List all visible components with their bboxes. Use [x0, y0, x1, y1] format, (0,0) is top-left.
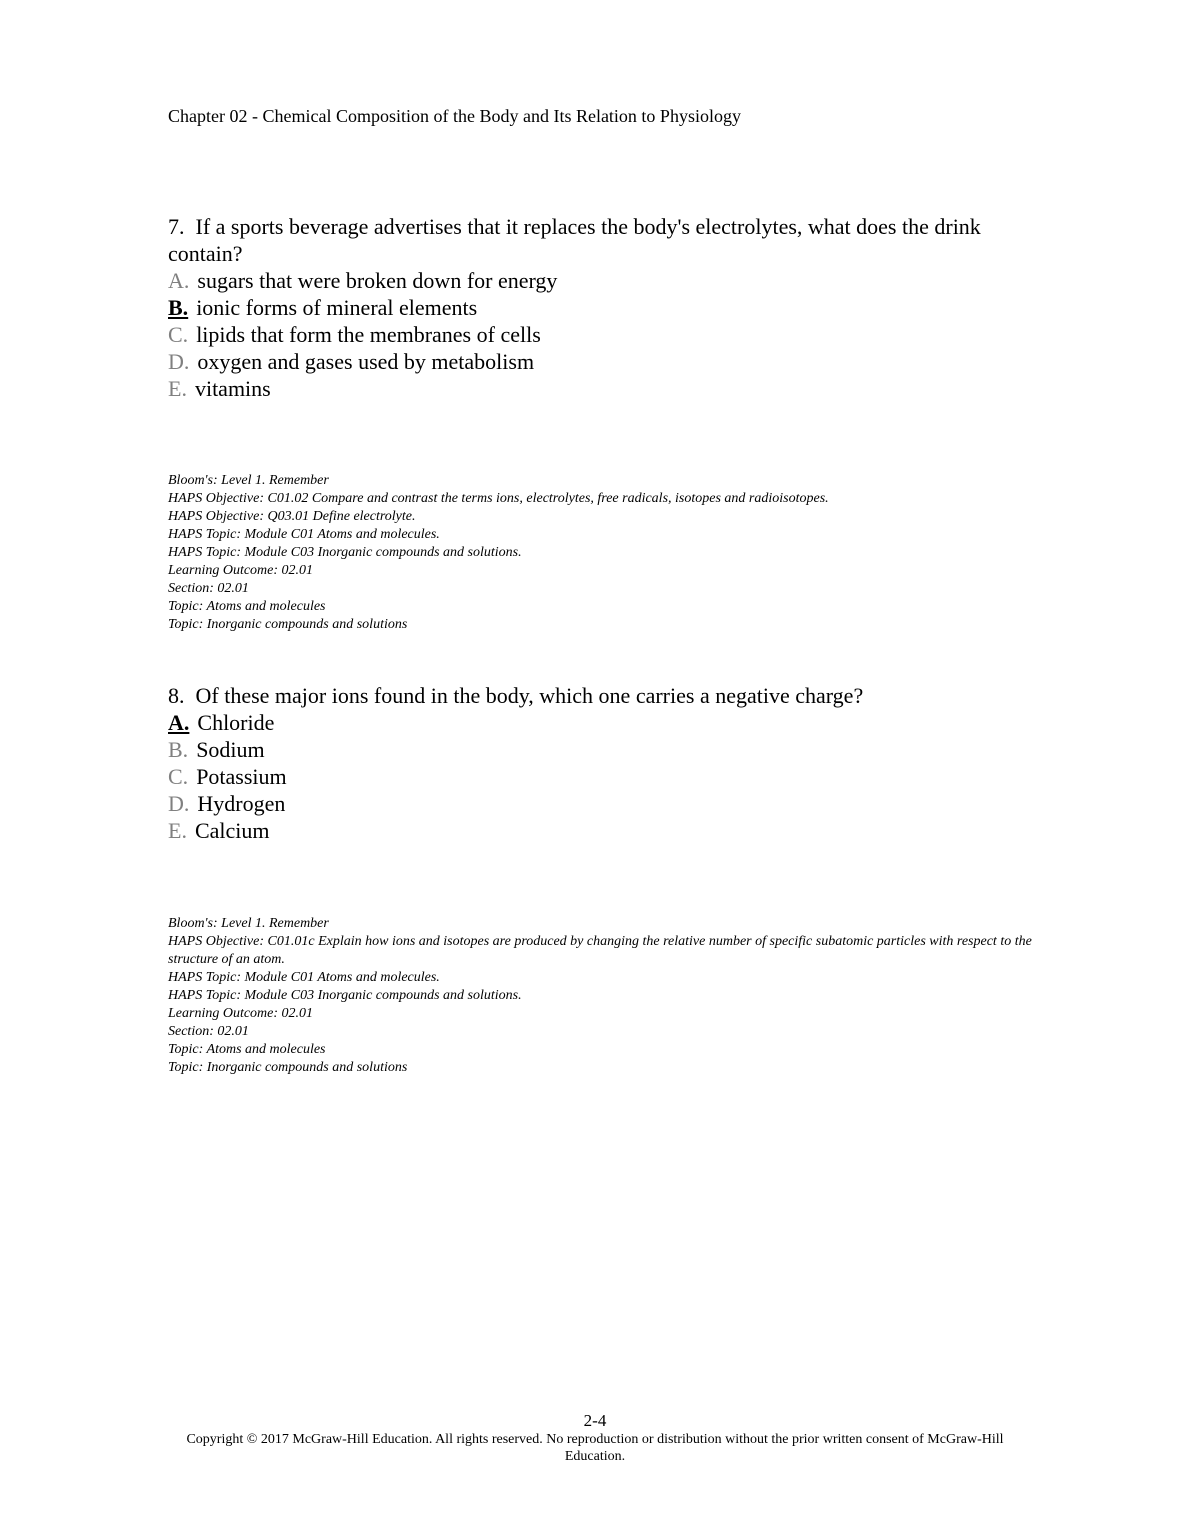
- correct-answer-letter: A.: [168, 710, 190, 735]
- metadata-line: Topic: Atoms and molecules: [168, 599, 326, 614]
- metadata-line: Bloom's: Level 1. Remember: [168, 916, 329, 931]
- metadata-line: Topic: Inorganic compounds and solutions: [168, 617, 408, 632]
- choice-letter: D.: [168, 791, 190, 816]
- answer-choice: [168, 763, 1048, 790]
- choice-letter: C.: [168, 764, 189, 789]
- metadata-line: HAPS Topic: Module C01 Atoms and molecules.: [168, 527, 440, 542]
- answer-choice: [168, 817, 1048, 844]
- metadata-line: Section: 02.01: [168, 581, 249, 596]
- choice-text: ionic forms of mineral elements: [196, 295, 478, 320]
- metadata-line: HAPS Objective: C01.02 Compare and contrast the terms ions, electrolytes, free radicals, isotopes and radioisotopes.: [168, 491, 829, 506]
- choice-text: vitamins: [194, 376, 271, 401]
- choice-text: oxygen and gases used by metabolism: [197, 349, 535, 374]
- metadata-line: HAPS Topic: Module C03 Inorganic compounds and solutions.: [168, 988, 522, 1003]
- answer-choice: [168, 790, 1048, 817]
- metadata-line: HAPS Topic: Module C01 Atoms and molecules.: [168, 970, 440, 985]
- question-7-metadata: [168, 472, 1058, 634]
- question-8-metadata: [168, 915, 1058, 1077]
- choice-letter: E.: [168, 818, 187, 843]
- choice-text: Hydrogen: [197, 791, 286, 816]
- choice-text: Sodium: [196, 737, 265, 762]
- metadata-line: HAPS Objective: C01.01c Explain how ions and isotopes are produced by changing the relative number of specific subatomic particles with respect to the structure of an atom.: [168, 934, 1032, 967]
- metadata-line: Topic: Inorganic compounds and solutions: [168, 1060, 408, 1075]
- question-stem: If a sports beverage advertises that it replaces the body's electrolytes, what does the drink contain?: [168, 214, 981, 266]
- answer-choice: [168, 709, 1048, 736]
- answer-choice: [168, 348, 1048, 375]
- page-footer: [0, 1411, 1190, 1465]
- question-text: [168, 682, 1048, 709]
- choice-letter: B.: [168, 737, 189, 762]
- choice-letter: A.: [168, 268, 190, 293]
- question-7: [168, 213, 1048, 402]
- answer-choice: [168, 321, 1048, 348]
- copyright-notice: Copyright © 2017 McGraw-Hill Education. All rights reserved. No reproduction or distribution without the prior written consent of McGraw-Hill Education.: [186, 1432, 1004, 1464]
- page-number: 2-4: [583, 1411, 607, 1430]
- answer-choice: [168, 375, 1048, 402]
- choice-list: [168, 709, 1048, 844]
- question-8: [168, 682, 1048, 844]
- choice-text: Chloride: [197, 710, 275, 735]
- choice-letter: D.: [168, 349, 190, 374]
- metadata-line: Learning Outcome: 02.01: [168, 1006, 314, 1021]
- choice-text: Potassium: [196, 764, 287, 789]
- choice-letter: E.: [168, 376, 187, 401]
- choice-letter: C.: [168, 322, 189, 347]
- answer-choice: [168, 736, 1048, 763]
- answer-choice: [168, 294, 1048, 321]
- metadata-line: Section: 02.01: [168, 1024, 249, 1039]
- choice-text: Calcium: [194, 818, 270, 843]
- question-number: 7.: [168, 214, 185, 239]
- question-stem: Of these major ions found in the body, which one carries a negative charge?: [195, 683, 864, 708]
- answer-choice: [168, 267, 1048, 294]
- metadata-line: Learning Outcome: 02.01: [168, 563, 314, 578]
- choice-list: [168, 267, 1048, 402]
- choice-text: sugars that were broken down for energy: [197, 268, 558, 293]
- metadata-line: HAPS Objective: Q03.01 Define electrolyte.: [168, 509, 416, 524]
- metadata-line: Topic: Atoms and molecules: [168, 1042, 326, 1057]
- choice-text: lipids that form the membranes of cells: [196, 322, 541, 347]
- metadata-line: Bloom's: Level 1. Remember: [168, 473, 329, 488]
- question-number: 8.: [168, 683, 185, 708]
- metadata-line: HAPS Topic: Module C03 Inorganic compounds and solutions.: [168, 545, 522, 560]
- chapter-header: Chapter 02 - Chemical Composition of the Body and Its Relation to Physiology: [168, 106, 741, 126]
- correct-answer-letter: B.: [168, 295, 189, 320]
- question-text: [168, 213, 1048, 267]
